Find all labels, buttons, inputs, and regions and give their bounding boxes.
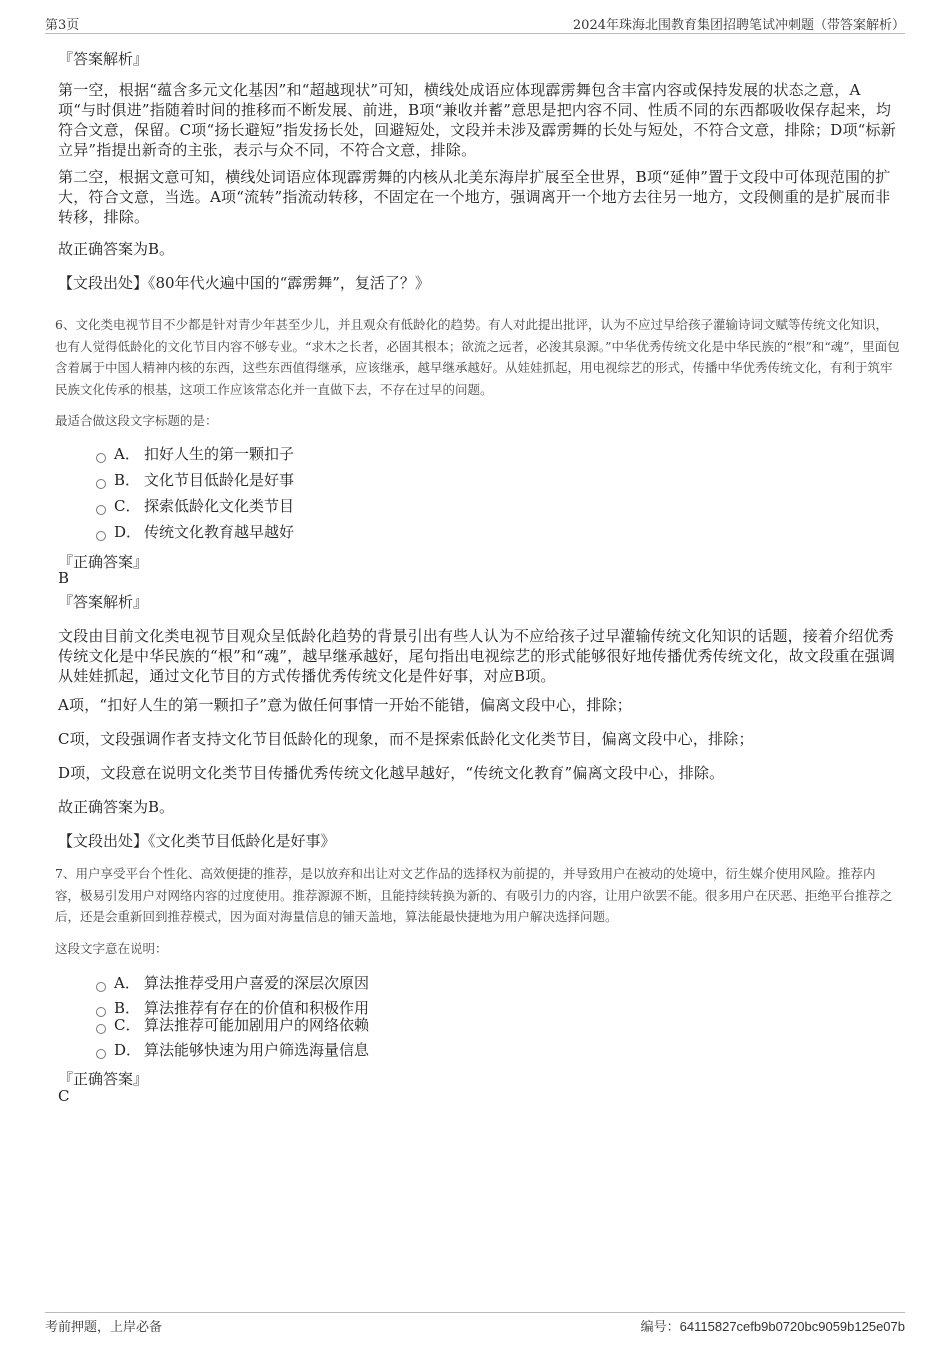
- radio-button[interactable]: [96, 479, 106, 489]
- radio-button[interactable]: [96, 453, 106, 463]
- analysis-option-a: A项，“扣好人生的第一颗扣子”意为做任何事情一开始不能错，偏离文段中心，排除；: [58, 696, 632, 714]
- question-prompt: 最适合做这段文字标题的是：: [55, 413, 218, 428]
- document-code-value: 64115827cefb9b0720bc9059b125e07b: [679, 1319, 905, 1334]
- analysis-label: 『答案解析』: [58, 593, 149, 611]
- analysis-paragraph: 文段由目前文化类电视节目观众呈低龄化趋势的背景引出有些人认为不应给孩子过早灌输传统文化知识的话题，接着介绍优秀传统文化是中华民族的“根”和“魂”，越早继承越好，尾句指出电视综艺的形式能够很好地传播优秀传统文化，故文段重在强调从娃娃抓起，通过文化节目的方式传播优秀传统文化是件好事，对应B项。: [58, 627, 896, 685]
- analysis-option-c: C项，文段强调作者支持文化节目低龄化的现象，而不是探索低龄化文化类节目，偏离文段中心，排除；: [58, 730, 754, 748]
- analysis-option-d: D项，文段意在说明文化类节目传播优秀传统文化越早越好，“传统文化教育”偏离文段中心，排除。: [58, 764, 725, 782]
- analysis-paragraph: 第二空，根据文意可知，横线处词语应体现霹雳舞的内核从北美东海岸扩展至全世界，B项“延伸”置于文段中可体现范围的扩大，符合文意，当选。A项“流转”指流动转移，不固定在一个地方，强调离开一个地方去往另一地方，文段侧重的是扩展而非转移，排除。: [58, 168, 891, 226]
- source-citation: 【文段出处】《80年代火遍中国的“霹雳舞”，复活了？》: [58, 274, 430, 292]
- correct-answer-label: 『正确答案』: [58, 1070, 149, 1088]
- option-b[interactable]: B． 算法推荐有存在的价值和积极作用: [96, 998, 369, 1018]
- document-title: 2024年珠海北围教育集团招聘笔试冲刺题（带答案解析）: [572, 18, 905, 33]
- correct-answer: B: [58, 569, 70, 587]
- document-code: [641, 1316, 905, 1335]
- option-a[interactable]: A． 算法推荐受用户喜爱的深层次原因: [96, 973, 369, 993]
- radio-button[interactable]: [96, 982, 106, 992]
- document-code-label: 编号：: [640, 1320, 680, 1335]
- source-citation: 【文段出处】《文化类节目低龄化是好事》: [58, 832, 336, 850]
- radio-button[interactable]: [96, 531, 106, 541]
- question-prompt: 这段文字意在说明：: [55, 941, 168, 956]
- conclusion: 故正确答案为B。: [58, 798, 175, 816]
- page-footer: [45, 1312, 905, 1346]
- conclusion: 故正确答案为B。: [58, 240, 175, 258]
- radio-button[interactable]: [96, 1024, 106, 1034]
- correct-answer-label: 『正确答案』: [58, 553, 149, 571]
- footer-slogan: 考前押题，上岸必备: [45, 1320, 163, 1335]
- radio-button[interactable]: [96, 1049, 106, 1059]
- option-a[interactable]: A． 扣好人生的第一颗扣子: [96, 444, 294, 464]
- option-d[interactable]: D． 算法能够快速为用户筛选海量信息: [96, 1040, 369, 1060]
- option-c[interactable]: C． 算法推荐可能加剧用户的网络依赖: [96, 1015, 369, 1035]
- analysis-label: 『答案解析』: [58, 50, 149, 68]
- correct-answer: C: [58, 1087, 70, 1105]
- option-c[interactable]: C． 探索低龄化文化类节目: [96, 496, 294, 516]
- radio-button[interactable]: [96, 505, 106, 515]
- page-header: [45, 0, 905, 34]
- question-text: 7、用户享受平台个性化、高效便捷的推荐，是以放弃和出让对文艺作品的选择权为前提的，并导致用户在被动的处境中，衍生媒介使用风险。推荐内容，极易引发用户对网络内容的过度使用。推荐源源不断，且能持续转换为新的、有吸引力的内容，让用户欲罢不能。很多用户在厌恶、拒绝平台推荐之后，还是会重新回到推荐模式，因为面对海量信息的铺天盖地，算法能最快捷地为用户解决选择问题。: [55, 866, 893, 924]
- option-d[interactable]: D． 传统文化教育越早越好: [96, 522, 294, 542]
- option-b[interactable]: B． 文化节目低龄化是好事: [96, 470, 294, 490]
- page-number: 第3页: [45, 18, 80, 33]
- analysis-paragraph: 第一空，根据“蕴含多元文化基因”和“超越现状”可知，横线处成语应体现霹雳舞包含丰富内容或保持发展的状态之意，A项“与时俱进”指随着时间的推移而不断发展、前进，B项“兼收并蓄”意思是把内容不同、性质不同的东西都吸收保存起来，均符合文意，保留。C项“扬长避短”指发扬长处，回避短处，文段并未涉及霹雳舞的长处与短处，不符合文意，排除；D项“标新立异”指提出新奇的主张，表示与众不同，不符合文意，排除。: [58, 81, 896, 159]
- question-text: 6、文化类电视节目不少都是针对青少年甚至少儿，并且观众有低龄化的趋势。有人对此提出批评，认为不应过早给孩子灌输诗词文赋等传统文化知识，也有人觉得低龄化的文化节目内容不够专业。“求木之长者，必固其根本；欲流之远者，必浚其泉源。”中华优秀传统文化是中华民族的“根”和“魂”，里面包含着属于中国人精神内核的东西，这些东西值得继承，应该继承，越早继承越好。从娃娃抓起，用电视综艺的形式，传播中华优秀传统文化，有利于筑牢民族文化传承的根基，这项工作应该常态化并一直做下去，不存在过早的问题。: [55, 317, 900, 397]
